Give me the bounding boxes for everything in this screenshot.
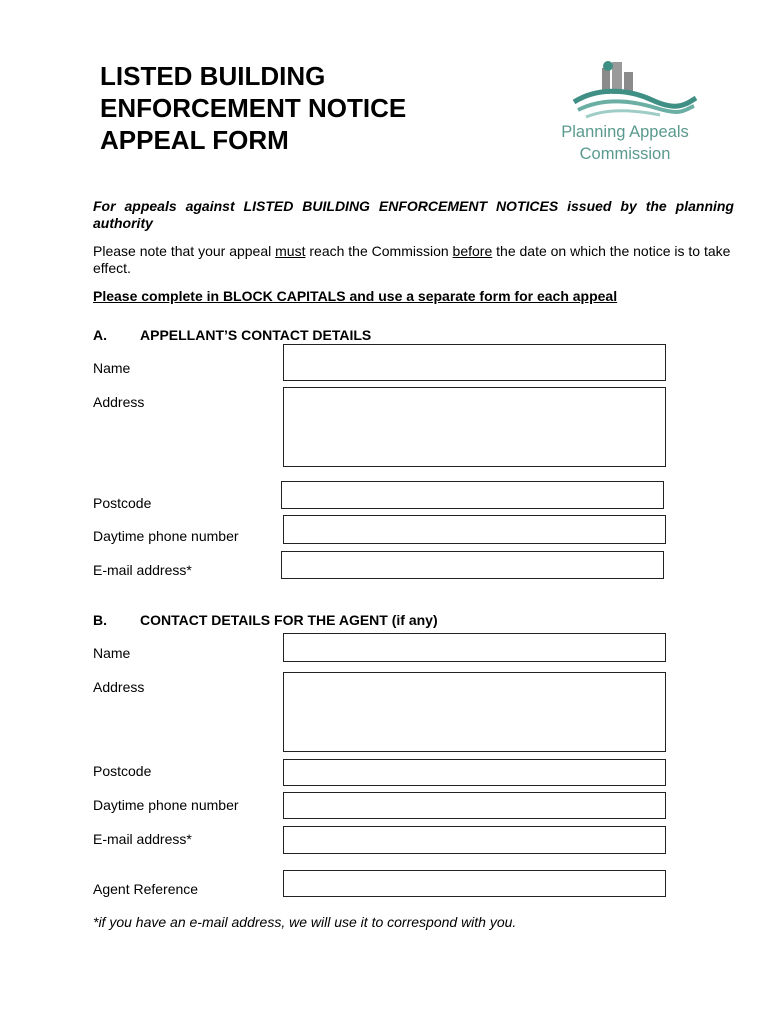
section-a-letter: A.: [93, 327, 107, 343]
title-line-1: LISTED BUILDING: [100, 61, 326, 91]
agent-email-field[interactable]: [283, 826, 666, 854]
note-part-1: Please note that your appeal: [93, 243, 276, 259]
email-footnote: *if you have an e-mail address, we will use it to correspond with you.: [93, 914, 517, 930]
agent-postcode-label: Postcode: [93, 763, 152, 779]
note-before: before: [452, 243, 493, 259]
appellant-name-label: Name: [93, 360, 131, 376]
agent-name-label: Name: [93, 645, 131, 661]
agent-address-field[interactable]: [283, 672, 666, 752]
appellant-name-field[interactable]: [283, 344, 666, 381]
appellant-postcode-field[interactable]: [281, 481, 664, 509]
appellant-address-label: Address: [93, 394, 145, 410]
title-line-3: APPEAL FORM: [100, 125, 289, 155]
note-part-3: the date on which the notice is to take effect.: [93, 243, 731, 276]
intro-text: For appeals against LISTED BUILDING ENFORCEMENT NOTICES issued by the planning authority: [93, 198, 734, 231]
agent-name-field[interactable]: [283, 633, 666, 662]
section-b-letter: B.: [93, 612, 107, 628]
agent-phone-field[interactable]: [283, 792, 666, 819]
section-a-heading: APPELLANT’S CONTACT DETAILS: [140, 327, 372, 343]
note-part-2: reach the Commission: [305, 243, 453, 259]
title-line-2: ENFORCEMENT NOTICE: [100, 93, 407, 123]
appellant-email-label: E-mail address*: [93, 562, 192, 578]
appellant-email-field[interactable]: [281, 551, 664, 579]
agent-postcode-field[interactable]: [283, 759, 666, 786]
appellant-phone-label: Daytime phone number: [93, 528, 239, 544]
form-title: [100, 60, 406, 156]
logo-text-line-1: Planning Appeals: [561, 123, 689, 141]
section-b-heading: CONTACT DETAILS FOR THE AGENT (if any): [140, 612, 438, 628]
deadline-note: [93, 243, 738, 277]
block-capitals-instruction: Please complete in BLOCK CAPITALS and use a separate form for each appeal: [93, 288, 618, 304]
agent-reference-field[interactable]: [283, 870, 666, 897]
agent-phone-label: Daytime phone number: [93, 797, 239, 813]
appellant-address-field[interactable]: [283, 387, 666, 467]
logo-text-line-2: Commission: [579, 145, 671, 163]
appellant-postcode-label: Postcode: [93, 495, 152, 511]
agent-address-label: Address: [93, 679, 145, 695]
agent-email-label: E-mail address*: [93, 831, 192, 847]
appellant-phone-field[interactable]: [283, 515, 666, 544]
note-must: must: [275, 243, 306, 259]
agent-reference-label: Agent Reference: [93, 881, 199, 897]
logo-icon: [556, 58, 706, 126]
planning-appeals-commission-logo: [556, 58, 706, 170]
